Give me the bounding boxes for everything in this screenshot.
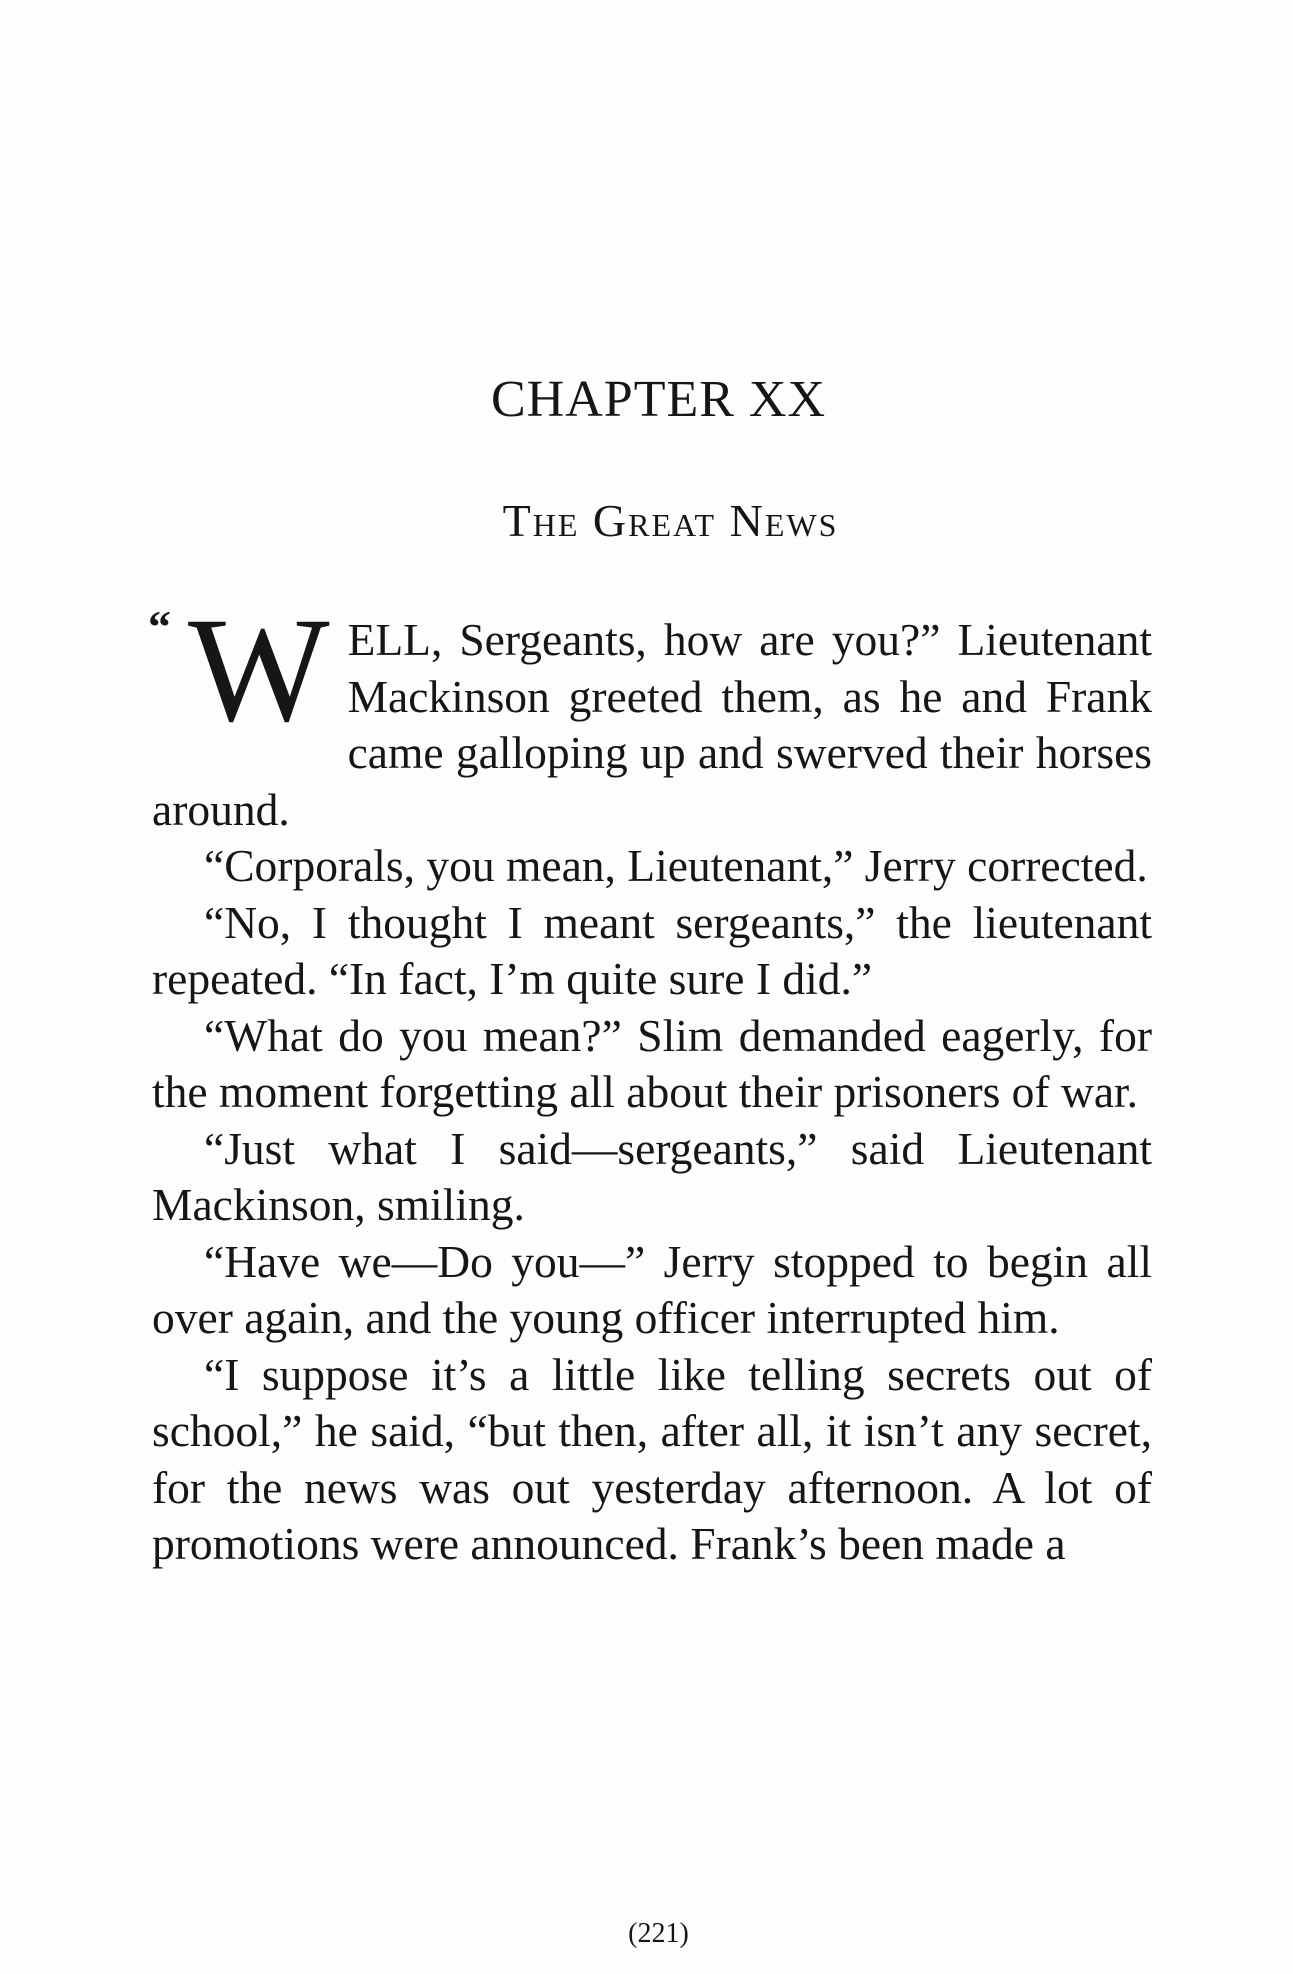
paragraph: “Have we—Do you—” Jerry stopped to begin all over again, and the young officer interrupted him.: [152, 1235, 1152, 1343]
opening-quote-mark: “: [148, 601, 171, 652]
opening-paragraph-text: ELL, Sergeants, how are you?” Lieutenant Mackinson greeted them, as he and Frank came galloping up and swerved their horses around.: [152, 614, 1152, 835]
chapter-heading: CHAPTER XX: [490, 371, 827, 428]
paragraph: “What do you mean?” Slim demanded eagerly, for the moment forgetting all about their prisoners of war.: [152, 1009, 1152, 1117]
paragraph: “I suppose it’s a little like telling secrets out of school,” he said, “but then, after all, it isn’t any secret, for the news was out yesterday afternoon. A lot of promotions were announced. Frank’s been made a: [152, 1348, 1152, 1569]
paragraph: “Just what I said—sergeants,” said Lieutenant Mackinson, smiling.: [152, 1122, 1152, 1230]
chapter-body: [148, 587, 1152, 1573]
chapter-title: The Great News: [502, 495, 839, 546]
paragraph: “Corporals, you mean, Lieutenant,” Jerry corrected.: [204, 840, 1148, 891]
drop-cap-block: [148, 587, 326, 753]
page-number: (221): [628, 1918, 689, 1949]
drop-cap-letter: W: [188, 587, 326, 753]
opening-paragraph: [148, 587, 1152, 838]
paragraph: “No, I thought I meant sergeants,” the lieutenant repeated. “In fact, I’m quite sure I did.”: [152, 896, 1152, 1004]
